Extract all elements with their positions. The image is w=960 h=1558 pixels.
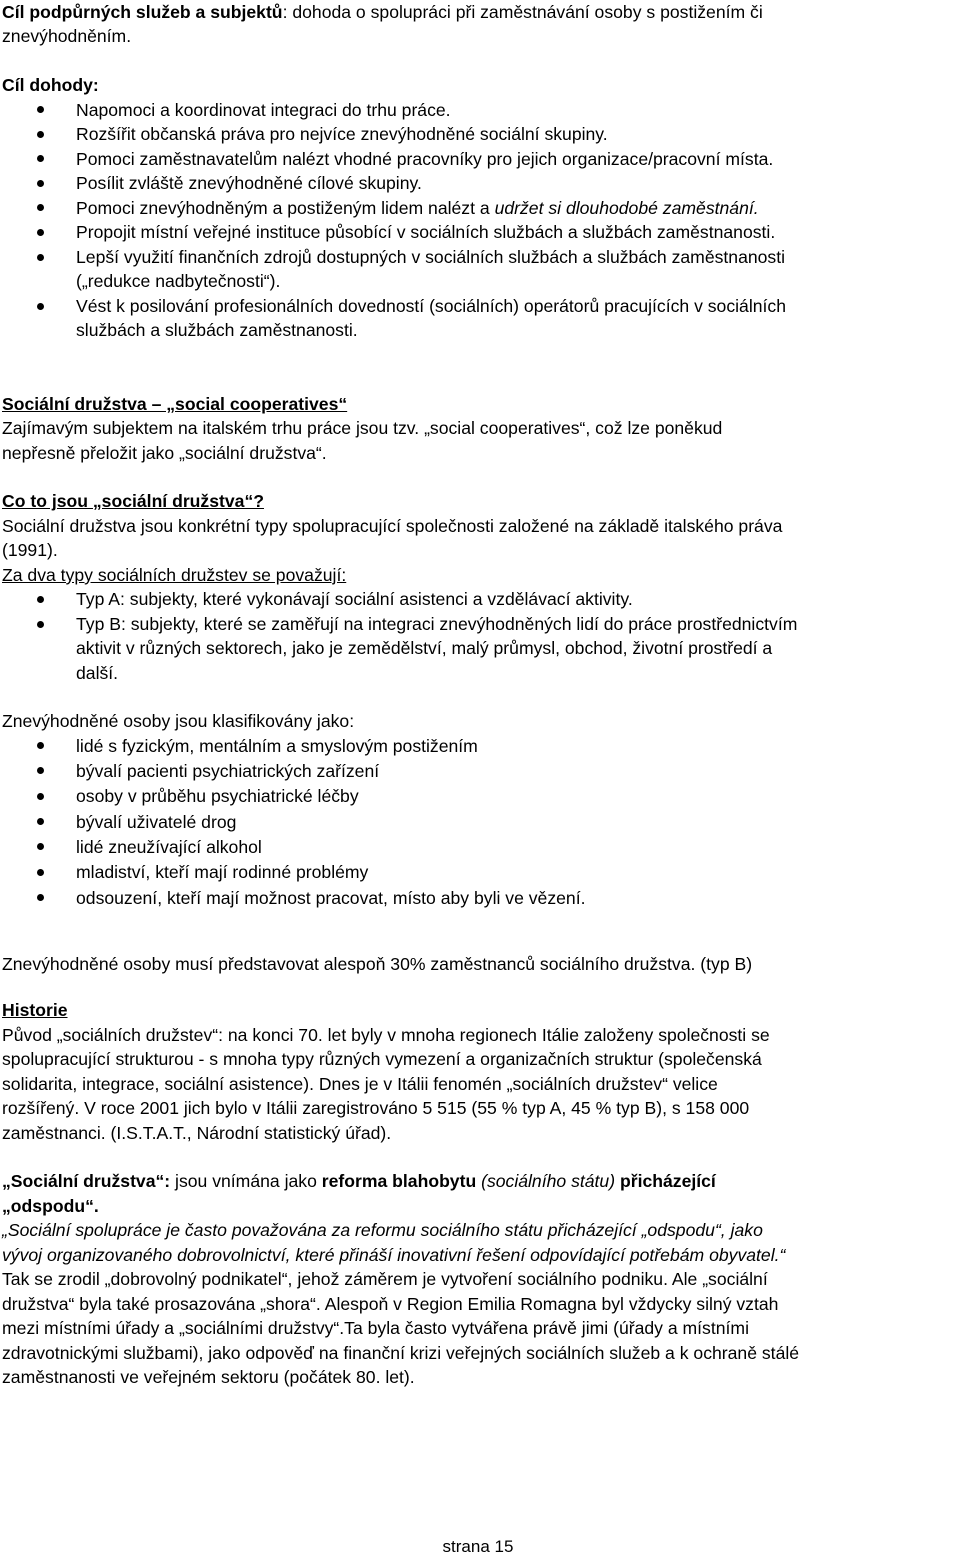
types-intro: Za dva typy sociálních družstev se považují: <box>2 565 347 585</box>
type-b-line3: další. <box>76 663 119 683</box>
history-line-2: spolupracující strukturou - s mnoha typy různých vymezení a organizačních struktur (společenská <box>2 1049 762 1069</box>
disadvantaged-item-6: mladiství, kteří mají rodinné problémy <box>76 862 369 882</box>
bullet-icon <box>37 818 44 825</box>
disadvantaged-share: Znevýhodněné osoby musí představovat alespoň 30% zaměstnanců sociálního družstva. (typ B) <box>2 954 753 974</box>
page-number: strana 15 <box>442 1537 514 1556</box>
coop-line2: nepřesně přeložit jako „sociální družstva“. <box>2 443 327 463</box>
what-line1: Sociální družstva jsou konkrétní typy spolupracující společnosti založené na základě italského práva <box>2 516 783 536</box>
goals-item-8-line2: službách a službách zaměstnanosti. <box>76 320 358 340</box>
disadvantaged-item-2: bývalí pacienti psychiatrických zařízení <box>76 761 380 781</box>
coop-line1: Zajímavým subjektem na italském trhu práce jsou tzv. „social cooperatives“, což lze poněkud <box>2 418 723 438</box>
bullet-icon <box>37 767 44 774</box>
bullet-icon <box>37 180 44 187</box>
bullet-icon <box>37 303 44 310</box>
type-b-line1: Typ B: subjekty, které se zaměřují na integraci znevýhodněných lidí do práce prostřednictvím <box>76 614 798 634</box>
history-line-1: Původ „sociálních družstev“: na konci 70. let byly v mnoha regionech Itálie založeny společnosti se <box>2 1025 770 1045</box>
reform-text-3: mezi místními úřady a „sociálními družstvy“.Ta byla často vytvářena právě jimi (úřady a místními <box>2 1318 749 1338</box>
bullet-icon <box>37 596 44 603</box>
reform-line-2: „odspodu“. <box>2 1196 99 1216</box>
disadvantaged-item-4: bývalí uživatelé drog <box>76 812 237 832</box>
intro-heading-bold: Cíl podpůrných služeb a subjektů <box>2 2 283 22</box>
goals-item-8-line1: Vést k posilování profesionálních dovedností (sociálních) operátorů pracujících v sociálních <box>76 296 786 316</box>
goals-title: Cíl dohody: <box>2 75 99 95</box>
bullet-icon <box>37 793 44 800</box>
history-line-3: solidarita, integrace, sociální asistence). Dnes je v Itálii fenomén „sociálních družstev“ velice <box>2 1074 718 1094</box>
bullet-icon <box>37 843 44 850</box>
goals-item-7-line1: Lepší využití finančních zdrojů dostupných v sociálních službách a službách zaměstnanosti <box>76 247 786 267</box>
bullet-icon <box>37 131 44 138</box>
bullet-icon <box>37 155 44 162</box>
type-b-line2: aktivit v různých sektorech, jako je zemědělství, malý průmysl, obchod, životní prostředí a <box>76 638 773 658</box>
what-title: Co to jsou „sociální družstva“? <box>2 491 264 511</box>
reform-text-5: zaměstnanosti ve veřejném sektoru (počátek 80. let). <box>2 1367 415 1387</box>
goals-item-7-line2: („redukce nadbytečnosti“). <box>76 271 281 291</box>
disadvantaged-item-7: odsouzení, kteří mají možnost pracovat, místo aby byli ve vězení. <box>76 888 586 908</box>
history-title: Historie <box>2 1000 68 1020</box>
goals-item-2: Rozšířit občanská práva pro nejvíce znevýhodněné sociální skupiny. <box>76 124 608 144</box>
bullet-icon <box>37 229 44 236</box>
history-line-4: rozšířený. V roce 2001 jich bylo v Itálii zaregistrováno 5 515 (55 % typ A, 45 % typ B), s 158 000 <box>2 1098 750 1118</box>
intro-heading-line2: znevýhodněním. <box>2 26 132 46</box>
bullet-icon <box>37 106 44 113</box>
disadvantaged-item-5: lidé zneužívající alkohol <box>76 837 262 857</box>
bullet-icon <box>37 742 44 749</box>
bullet-icon <box>37 869 44 876</box>
reform-text-1: Tak se zrodil „dobrovolný podnikatel“, jehož záměrem je vytvoření sociálního podniku. Ale „sociální <box>2 1269 768 1289</box>
disadvantaged-item-1: lidé s fyzickým, mentálním a smyslovým postižením <box>76 736 478 756</box>
bullet-icon <box>37 621 44 628</box>
reform-text-2: družstva“ byla také prosazována „shora“. Alespoň v Region Emilia Romagna byl vždycky silný vztah <box>2 1294 779 1314</box>
goals-item-1: Napomoci a koordinovat integraci do trhu práce. <box>76 100 451 120</box>
bullet-icon <box>37 254 44 261</box>
goals-item-4: Posílit zvláště znevýhodněné cílové skupiny. <box>76 173 422 193</box>
reform-text-4: zdravotnickými službami), jako odpověď na finanční krizi veřejných sociálních služeb a k ochraně stálé <box>2 1343 800 1363</box>
reform-italic-2: vývoj organizovaného dobrovolnictví, které přináší inovativní řešení odpovídající potřebám obyvatel.“ <box>2 1245 786 1265</box>
coop-title: Sociální družstva – „social cooperatives“ <box>2 394 348 414</box>
history-line-5: zaměstnanci. (I.S.T.A.T., Národní statistický úřad). <box>2 1123 392 1143</box>
intro-heading <box>2 0 763 25</box>
page-footer <box>0 1536 960 1558</box>
bullet-icon <box>37 204 44 211</box>
reform-italic-1: „Sociální spolupráce je často považována za reformu sociálního státu přicházející „odspodu“, jako <box>2 1220 763 1240</box>
intro-heading-rest: : dohoda o spolupráci při zaměstnávání osoby s postižením či <box>282 2 763 22</box>
type-a: Typ A: subjekty, které vykonávají sociální asistenci a vzdělávací aktivity. <box>76 589 633 609</box>
goals-item-6: Propojit místní veřejné instituce působící v sociálních službách a službách zaměstnanosti. <box>76 222 776 242</box>
what-line2: (1991). <box>2 540 58 560</box>
bullet-icon <box>37 894 44 901</box>
disadvantaged-intro: Znevýhodněné osoby jsou klasifikovány jako: <box>2 711 355 731</box>
reform-line-1: „Sociální družstva“: jsou vnímána jako reforma blahobytu (sociálního státu) přicházející <box>2 1171 716 1191</box>
goals-item-5: Pomoci znevýhodněným a postiženým lidem nalézt a udržet si dlouhodobé zaměstnání. <box>76 198 759 218</box>
disadvantaged-item-3: osoby v průběhu psychiatrické léčby <box>76 786 359 806</box>
goals-item-3: Pomoci zaměstnavatelům nalézt vhodné pracovníky pro jejich organizace/pracovní místa. <box>76 149 774 169</box>
